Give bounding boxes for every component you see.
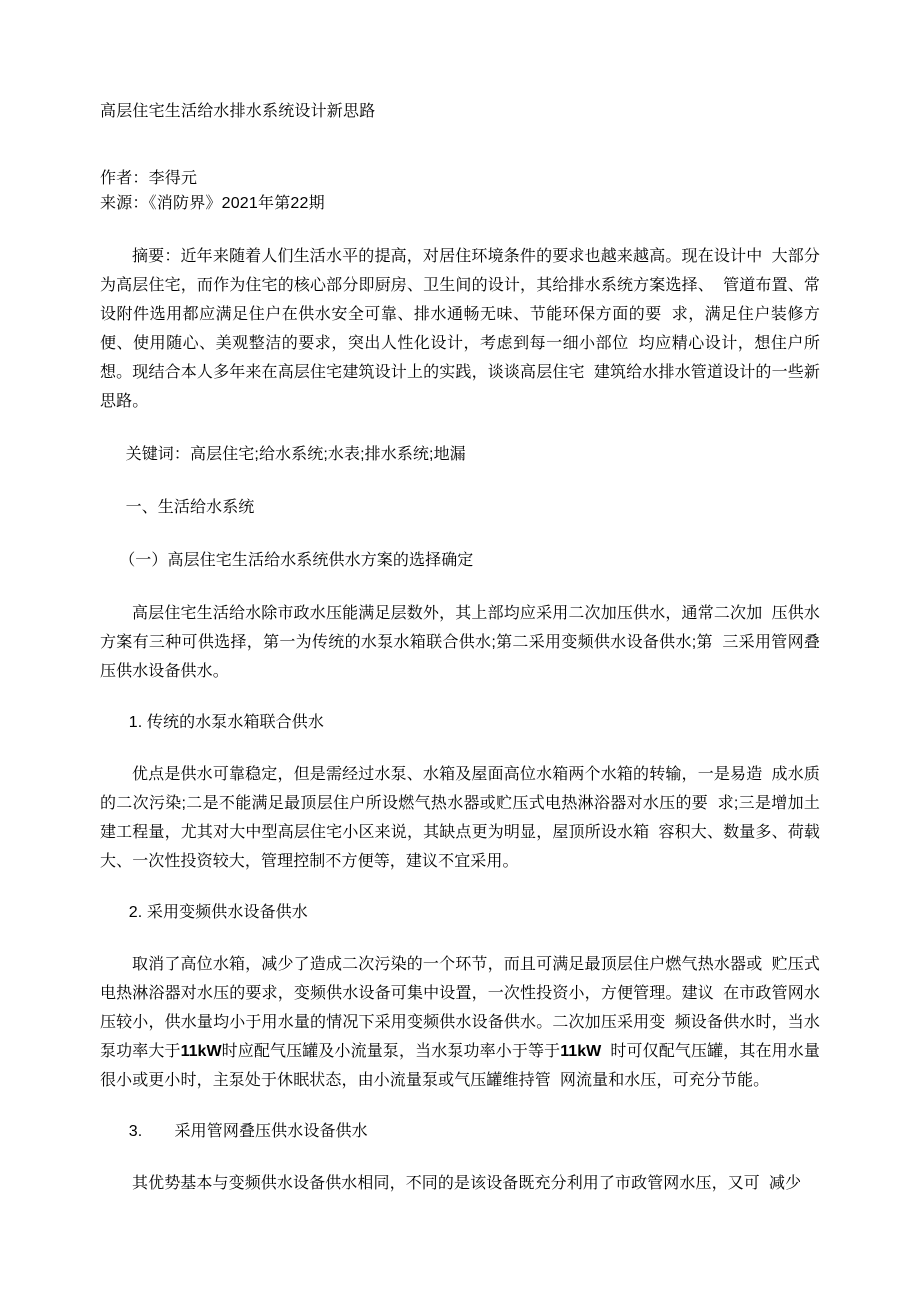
subsection-heading-1-1: （一）高层住宅生活给水系统供水方案的选择确定 [119, 552, 474, 569]
body-paragraph-2: 优点是供水可靠稳定，但是需经过水泵、水箱及屋面高位水箱两个水箱的转输，一是易造 成水质的二次污染;二是不能满足最顶层住户所设燃气热水器或贮压式电热淋浴器对水压的要 求;三是增加土建工程量，尤其对大中型高层住宅小区来说，其缺点更为明显，屋顶所设水箱 容积大、数量多、荷载大、一次性投资较大，管理控制不方便等，建议不宜采用。 [100, 766, 820, 870]
body-paragraph-3 [100, 950, 820, 1095]
pump-power-value-1: 11kW [180, 1043, 222, 1060]
section-heading-1: 一、生活给水系统 [125, 499, 255, 516]
item-heading-2: 2. 采用变频供水设备供水 [128, 904, 308, 921]
body-paragraph-3-text-c: 时可仅配气压罐，其在用水量很小或更小时，主泵处于休眠状态，由小流量泵或气压罐维持管 网流量和水压，可充分节能。 [100, 1043, 820, 1089]
document-metadata [100, 166, 820, 216]
page-title: 高层住宅生活给水排水系统设计新思路 [100, 103, 376, 120]
document-content [100, 100, 820, 1198]
item-heading-3: 3. 采用管网叠压供水设备供水 [128, 1123, 368, 1140]
body-paragraph-4: 其优势基本与变频供水设备供水相同，不同的是该设备既充分利用了市政管网水压，又可 减少 [132, 1175, 802, 1192]
item-heading-1: 1. 传统的水泵水箱联合供水 [128, 714, 324, 731]
body-paragraph-3-text-a: 取消了高位水箱，减少了造成二次污染的一个环节，而且可满足最顶层住户燃气热水器或 贮压式电热淋浴器对水压的要求，变频供水设备可集中设置，一次性投资小，方便管理。建议 在市政管网水压较小，供水量均小于用水量的情况下采用变频供水设备供水。二次加压采用变 频设备供水时，当水泵功率大于 [100, 956, 820, 1060]
body-paragraph-3-text-b: 时应配气压罐及小流量泵，当水泵功率小于等于 [221, 1043, 561, 1060]
source-line: 来源：《消防界》2021年第22期 [100, 195, 325, 212]
abstract-paragraph: 摘要：近年来随着人们生活水平的提高，对居住环境条件的要求也越来越高。现在设计中 大部分为高层住宅，而作为住宅的核心部分即厨房、卫生间的设计，其给排水系统方案选择、 管道布置、常设附件选用都应满足住户在供水安全可靠、排水通畅无味、节能环保方面的要 求，满足住户装修方便、使用随心、美观整洁的要求，突出人性化设计，考虑到每一细小部位 均应精心设计，想住户所想。现结合本人多年来在高层住宅建筑设计上的实践，谈谈高层住宅 建筑给水排水管道设计的一些新思路。 [100, 248, 820, 410]
keywords-line: 关键词：高层住宅;给水系统;水表;排水系统;地漏 [125, 446, 466, 463]
pump-power-value-2: 11kW [560, 1043, 602, 1060]
author-line: 作者：李得元 [100, 170, 198, 187]
body-paragraph-1: 高层住宅生活给水除市政水压能满足层数外，其上部均应采用二次加压供水，通常二次加 压供水方案有三种可供选择，第一为传统的水泵水箱联合供水;第二采用变频供水设备供水;第 三采用管网叠压供水设备供水。 [100, 605, 820, 680]
